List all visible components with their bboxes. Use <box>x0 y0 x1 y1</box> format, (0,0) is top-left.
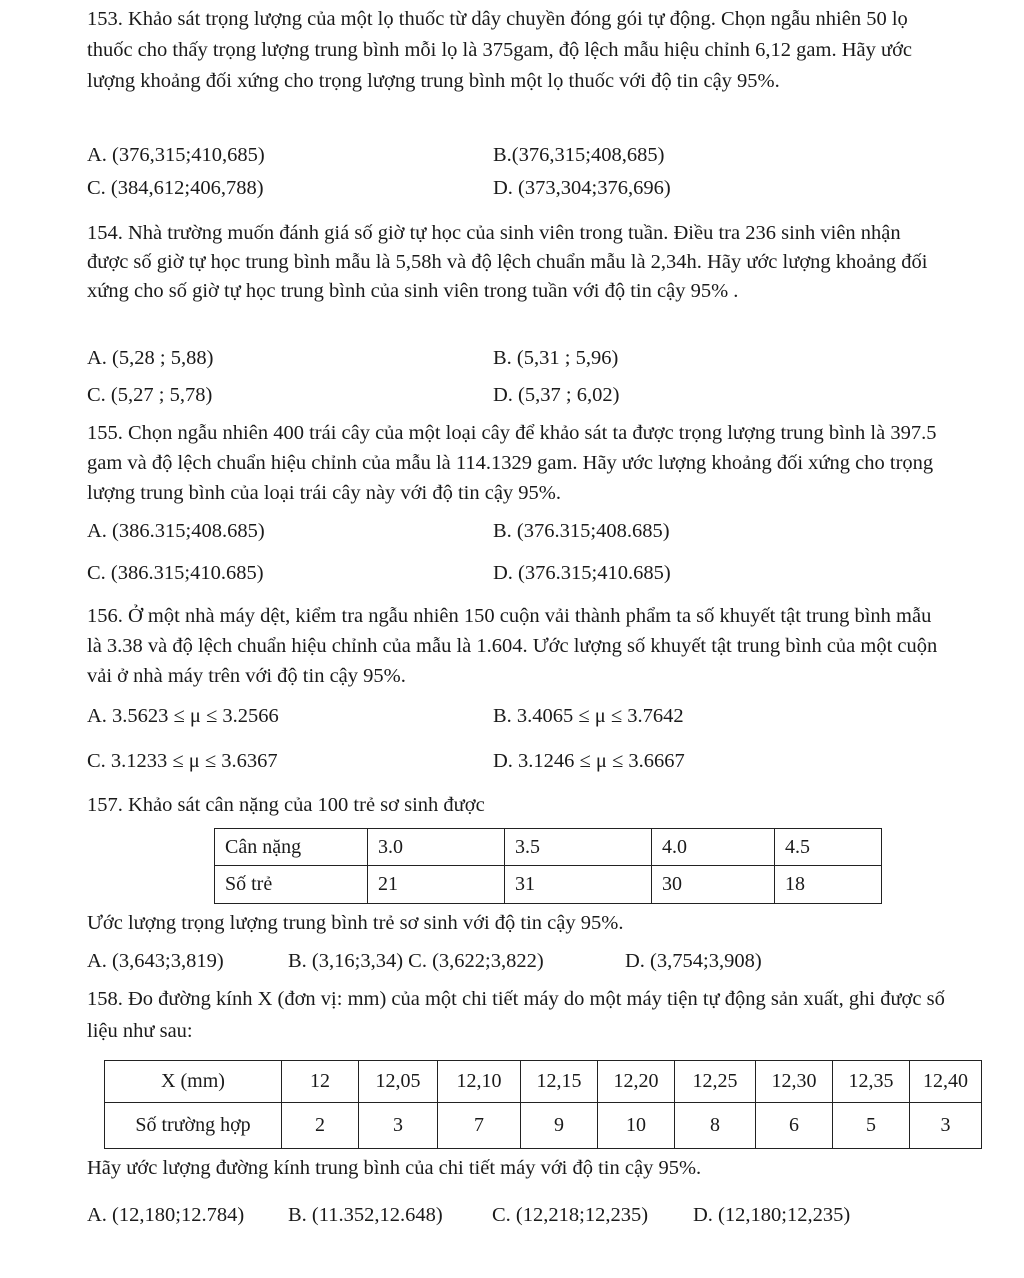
q153-option-d: D. (373,304;376,696) <box>493 177 671 199</box>
q158-cell: 10 <box>598 1103 675 1149</box>
q158-cell: 6 <box>756 1103 833 1149</box>
q158-option-c: C. (12,218;12,235) <box>492 1204 649 1226</box>
q158-cell: 12,15 <box>521 1061 598 1103</box>
q157-instruction: Ước lượng trọng lượng trung bình trẻ sơ sinh với độ tin cậy 95%. <box>87 912 624 934</box>
q158-cell: 9 <box>521 1103 598 1149</box>
q158-cell: X (mm) <box>105 1061 282 1103</box>
q157-table <box>214 828 882 904</box>
q154-option-c: C. (5,27 ; 5,78) <box>87 384 213 406</box>
q158-table-row-count <box>105 1103 982 1149</box>
q158-cell: 2 <box>282 1103 359 1149</box>
q157-table-row-weight <box>215 829 882 866</box>
q158-cell: 12,35 <box>833 1061 910 1103</box>
q156-option-b: B. 3.4065 ≤ μ ≤ 3.7642 <box>493 705 684 727</box>
q158-option-a: A. (12,180;12.784) <box>87 1204 245 1226</box>
q158-cell: 8 <box>675 1103 756 1149</box>
q157-option-bc: B. (3,16;3,34) C. (3,622;3,822) <box>288 950 544 972</box>
q153-text: 153. Khảo sát trọng lượng của một lọ thuốc từ dây chuyền đóng gói tự động. Chọn ngẫu nhiên 50 lọ thuốc cho thấy trọng lượng trung bình mỗi lọ là 375gam, độ lệch mẫu hiệu chỉnh 6,12 gam. Hãy ước lượng khoảng đối xứng cho trọng lượng trung bình một lọ thuốc với độ tin cậy 95%. <box>87 8 913 92</box>
q153-option-a: A. (376,315;410,685) <box>87 144 265 166</box>
q157-cell: Cân nặng <box>215 829 368 866</box>
q156-option-a: A. 3.5623 ≤ μ ≤ 3.2566 <box>87 705 279 727</box>
q153-option-c: C. (384,612;406,788) <box>87 177 264 199</box>
q157-cell: 3.5 <box>505 829 652 866</box>
q155-option-d: D. (376.315;410.685) <box>493 562 671 584</box>
q157-table-row-count <box>215 866 882 904</box>
q158-cell: 12,05 <box>359 1061 438 1103</box>
q155-option-b: B. (376.315;408.685) <box>493 520 670 542</box>
q158-table <box>104 1060 982 1149</box>
q158-cell: 12,20 <box>598 1061 675 1103</box>
q156-option-d: D. 3.1246 ≤ μ ≤ 3.6667 <box>493 750 685 772</box>
q157-text: 157. Khảo sát cân nặng của 100 trẻ sơ sinh được <box>87 794 485 816</box>
q157-option-a: A. (3,643;3,819) <box>87 950 224 972</box>
q158-table-row-x <box>105 1061 982 1103</box>
q158-cell: 12,10 <box>438 1061 521 1103</box>
q156-text: 156. Ở một nhà máy dệt, kiểm tra ngẫu nhiên 150 cuộn vải thành phẩm ta số khuyết tật trung bình mẫu là 3.38 và độ lệch chuẩn hiệu chỉnh của mẫu là 1.604. Ước lượng số khuyết tật trung bình của một cuộn vải ở nhà máy trên với độ tin cậy 95%. <box>87 605 938 687</box>
q154-text: 154. Nhà trường muốn đánh giá số giờ tự học của sinh viên trong tuần. Điều tra 236 sinh viên nhận được số giờ tự học trung bình mẫu là 5,58h và độ lệch chuẩn mẫu là 2,34h. Hãy ước lượng khoảng đối xứng cho số giờ tự học trung bình của sinh viên trong tuần với độ tin cậy 95% . <box>87 222 928 302</box>
q158-cell: 12 <box>282 1061 359 1103</box>
q155-option-c: C. (386.315;410.685) <box>87 562 264 584</box>
q158-cell: 3 <box>359 1103 438 1149</box>
q158-text: 158. Đo đường kính X (đơn vị: mm) của một chi tiết máy do một máy tiện tự động sản xuất, ghi được số liệu như sau: <box>87 988 945 1042</box>
q158-cell: 5 <box>833 1103 910 1149</box>
q158-cell: 12,40 <box>910 1061 982 1103</box>
q157-cell: 18 <box>775 866 882 904</box>
q157-cell: 30 <box>652 866 775 904</box>
q153-option-b: B.(376,315;408,685) <box>493 144 665 166</box>
q157-option-d: D. (3,754;3,908) <box>625 950 762 972</box>
q158-cell: 7 <box>438 1103 521 1149</box>
q158-instruction: Hãy ước lượng đường kính trung bình của chi tiết máy với độ tin cậy 95%. <box>87 1157 702 1179</box>
q157-cell: 31 <box>505 866 652 904</box>
q156-option-c: C. 3.1233 ≤ μ ≤ 3.6367 <box>87 750 278 772</box>
q158-cell: 12,30 <box>756 1061 833 1103</box>
q158-cell: 12,25 <box>675 1061 756 1103</box>
q154-option-a: A. (5,28 ; 5,88) <box>87 347 214 369</box>
q154-option-d: D. (5,37 ; 6,02) <box>493 384 620 406</box>
q154-option-b: B. (5,31 ; 5,96) <box>493 347 619 369</box>
q158-cell: 3 <box>910 1103 982 1149</box>
q157-cell: 4.0 <box>652 829 775 866</box>
q155-option-a: A. (386.315;408.685) <box>87 520 265 542</box>
q157-cell: 3.0 <box>368 829 505 866</box>
q158-cell: Số trường hợp <box>105 1103 282 1149</box>
q158-option-d: D. (12,180;12,235) <box>693 1204 851 1226</box>
q158-option-b: B. (11.352,12.648) <box>288 1204 443 1226</box>
q157-cell: Số trẻ <box>215 866 368 904</box>
q157-cell: 4.5 <box>775 829 882 866</box>
q157-cell: 21 <box>368 866 505 904</box>
q155-text: 155. Chọn ngẫu nhiên 400 trái cây của một loại cây để khảo sát ta được trọng lượng trung bình là 397.5 gam và độ lệch chuẩn hiệu chỉnh của mẫu là 114.1329 gam. Hãy ước lượng khoảng đối xứng cho trọng lượng trung bình của loại trái cây này với độ tin cậy 95%. <box>87 422 937 504</box>
